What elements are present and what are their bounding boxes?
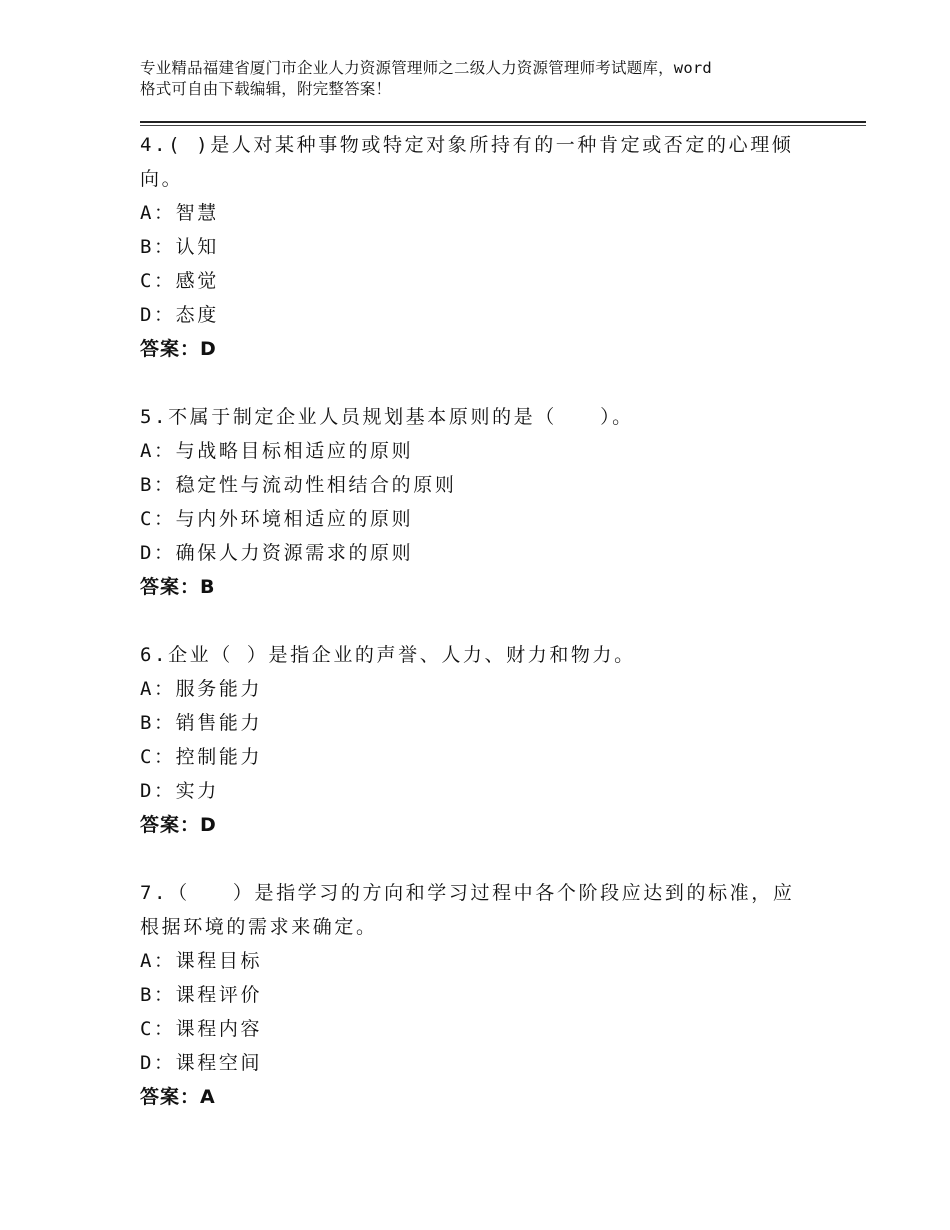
question-stem-continued: 根据环境的需求来确定。 [140,916,378,938]
header-line-1: 专业精品福建省厦门市企业人力资源管理师之二级人力资源管理师考试题库，word [140,59,712,77]
question-stem: 7.（ ）是指学习的方向和学习过程中各个阶段应达到的标准，应 [140,882,795,904]
question-stem: 6.企业（ ）是指企业的声誉、人力、财力和物力。 [140,644,636,666]
option-d: D：实力 [140,780,219,802]
question-list [140,128,840,1148]
question-6 [140,638,840,842]
option-c: C：课程内容 [140,1018,263,1040]
header-divider-thick [140,121,866,123]
header-line-2: 格式可自由下载编辑，附完整答案！ [140,80,392,98]
question-stem: 4.( )是人对某种事物或特定对象所持有的一种肯定或否定的心理倾 [140,134,794,156]
document-header [140,58,840,100]
option-b: B：销售能力 [140,712,263,734]
question-stem: 5.不属于制定企业人员规划基本原则的是（ ）。 [140,406,634,428]
option-a: A：与战略目标相适应的原则 [140,440,414,462]
option-b: B：课程评价 [140,984,263,1006]
option-a: A：服务能力 [140,678,263,700]
question-stem-continued: 向。 [140,168,184,190]
answer-label: 答案：D [140,338,217,360]
option-d: D：确保人力资源需求的原则 [140,542,414,564]
option-c: C：控制能力 [140,746,263,768]
header-divider-thin [140,125,866,126]
question-7 [140,876,840,1114]
option-a: A：智慧 [140,202,219,224]
question-5 [140,400,840,604]
answer-label: 答案：A [140,1086,216,1108]
option-d: D：态度 [140,304,219,326]
answer-label: 答案：B [140,576,216,598]
option-b: B：稳定性与流动性相结合的原则 [140,474,457,496]
question-4 [140,128,840,366]
option-c: C：与内外环境相适应的原则 [140,508,414,530]
option-c: C：感觉 [140,270,219,292]
option-a: A：课程目标 [140,950,263,972]
answer-label: 答案：D [140,814,217,836]
option-b: B：认知 [140,236,219,258]
option-d: D：课程空间 [140,1052,263,1074]
